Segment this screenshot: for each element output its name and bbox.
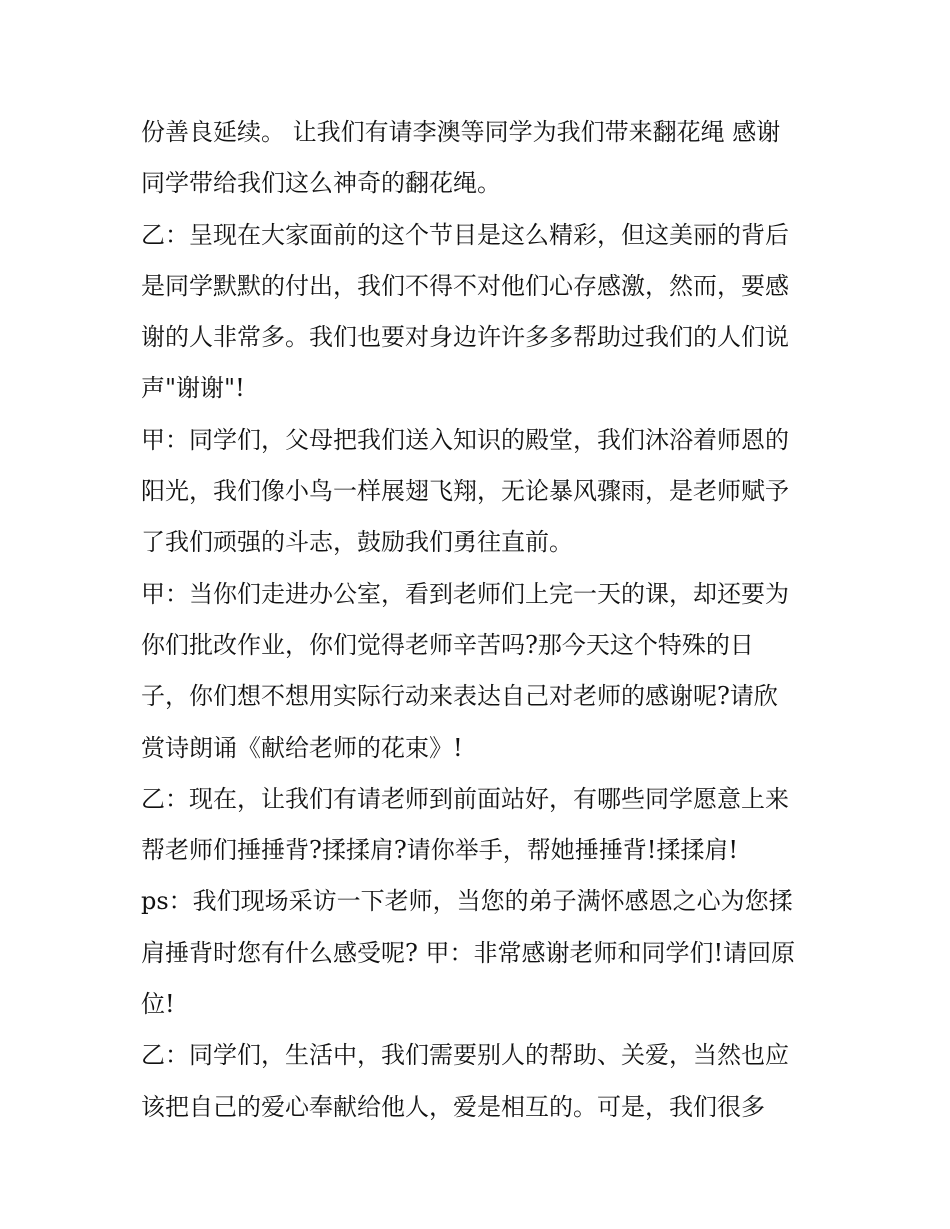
text-line-7: 甲：同学们，父母把我们送入知识的殿堂，我们沐浴着师恩的 [141, 425, 789, 454]
text-line-12: 子，你们想不想用实际行动来表达自己对老师的感谢呢?请欣 [141, 682, 778, 711]
text-line-6: 声"谢谢"! [141, 374, 245, 403]
text-line-11: 你们批改作业，你们觉得老师辛苦吗?那今天这个特殊的日 [141, 630, 754, 659]
text-line-17: 肩捶背时您有什么感受呢? 甲：非常感谢老师和同学们!请回原 [141, 938, 796, 967]
text-line-18: 位! [141, 990, 175, 1019]
text-line-19: 乙：同学们，生活中，我们需要别人的帮助、关爱，当然也应 [141, 1041, 789, 1070]
text-line-10: 甲：当你们走进办公室，看到老师们上完一天的课，却还要为 [141, 579, 789, 608]
text-line-2: 同学带给我们这么神奇的翻花绳。 [141, 169, 501, 198]
text-line-14: 乙：现在，让我们有请老师到前面站好，有哪些同学愿意上来 [141, 784, 789, 813]
text-line-15: 帮老师们捶捶背?揉揉肩?请你举手，帮她捶捶背!揉揉肩! [141, 836, 739, 865]
text-line-9: 了我们顽强的斗志，鼓励我们勇往直前。 [141, 528, 573, 557]
document-body [141, 107, 821, 1133]
text-line-13: 赏诗朗诵《献给老师的花束》! [141, 733, 463, 762]
text-line-1: 份善良延续。 让我们有请李澳等同学为我们带来翻花绳 感谢 [141, 118, 781, 146]
text-line-4: 是同学默默的付出，我们不得不对他们心存感激，然而，要感 [141, 271, 789, 300]
text-line-16: ps：我们现场采访一下老师，当您的弟子满怀感恩之心为您揉 [141, 887, 793, 916]
text-line-5: 谢的人非常多。我们也要对身边许许多多帮助过我们的人们说 [141, 323, 789, 352]
text-line-8: 阳光，我们像小鸟一样展翅飞翔，无论暴风骤雨，是老师赋予 [141, 477, 789, 506]
text-line-3: 乙：呈现在大家面前的这个节目是这么精彩，但这美丽的背后 [141, 220, 789, 249]
text-line-20: 该把自己的爱心奉献给他人，爱是相互的。可是，我们很多 [141, 1092, 765, 1121]
